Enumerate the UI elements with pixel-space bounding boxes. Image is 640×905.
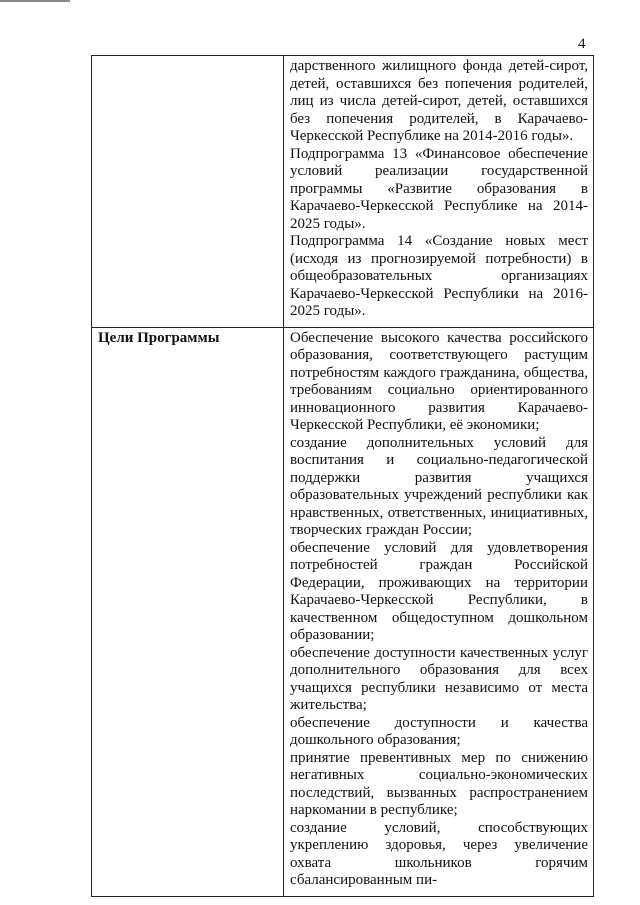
goal-paragraph: Обеспечение высокого качества российского образования, соответствующего растущим потребностям каждого гражданина, общества, требованиям социально ориентированного инновационного развития Карачаево-Черкесской Республики, её экономики; xyxy=(290,329,588,433)
row-content-cell xyxy=(284,327,594,896)
row-content-cell xyxy=(284,56,594,328)
subprogram-13-text: Подпрограмма 13 «Финансовое обеспечение условий реализации государственной программы «Развитие образования в Карачаево-Черкесской Республике на 2014-2025 годы». xyxy=(290,145,588,232)
goal-paragraph: обеспечение условий для удовлетворения потребностей граждан Российской Федерации, проживающих на территории Карачаево-Черкесской Республики, в качественном общедоступном дошкольном образовании; xyxy=(290,539,588,643)
program-passport-table xyxy=(91,55,594,897)
page-number: 4 xyxy=(578,36,586,52)
subprogram-14-text: Подпрограмма 14 «Создание новых мест (исходя из прогнозируемой потребности) в общеобразовательных организациях Карачаево-Черкесской Республики на 2016-2025 годы». xyxy=(290,233,588,319)
row-label-cell xyxy=(92,327,284,896)
goal-paragraph: создание дополнительных условий для воспитания и социально-педагогической поддержки развития учащихся образовательных учреждений республики как нравственных, ответственных, инициативных, творческих граждан России; xyxy=(290,434,588,538)
goal-paragraph: обеспечение доступности и качества дошкольного образования; xyxy=(290,714,588,748)
table-row xyxy=(92,56,594,328)
goal-paragraph: обеспечение доступности качественных услуг дополнительного образования для всех учащихся республики независимо от места жительства; xyxy=(290,644,588,713)
goal-paragraph: создание условий, способствующих укреплению здоровья, через увеличение охвата школьников горячим сбалансированным пи- xyxy=(290,819,588,888)
row-label-program-goals: Цели Программы xyxy=(98,329,220,346)
row-label-cell xyxy=(92,56,284,328)
scan-edge-mark xyxy=(0,0,70,2)
subprogram-text: дарственного жилищного фонда детей-сирот, детей, оставшихся без попечения родителей, лиц из числа детей-сирот, детей, оставшихся без попечения родителей, в Карачаево-Черкесской Республике на 2014-2016 годы». xyxy=(290,58,588,144)
table-row xyxy=(92,327,594,896)
goal-paragraph: принятие превентивных мер по снижению негативных социально-экономических последствий, вызванных распространением наркомании в республике; xyxy=(290,749,588,818)
